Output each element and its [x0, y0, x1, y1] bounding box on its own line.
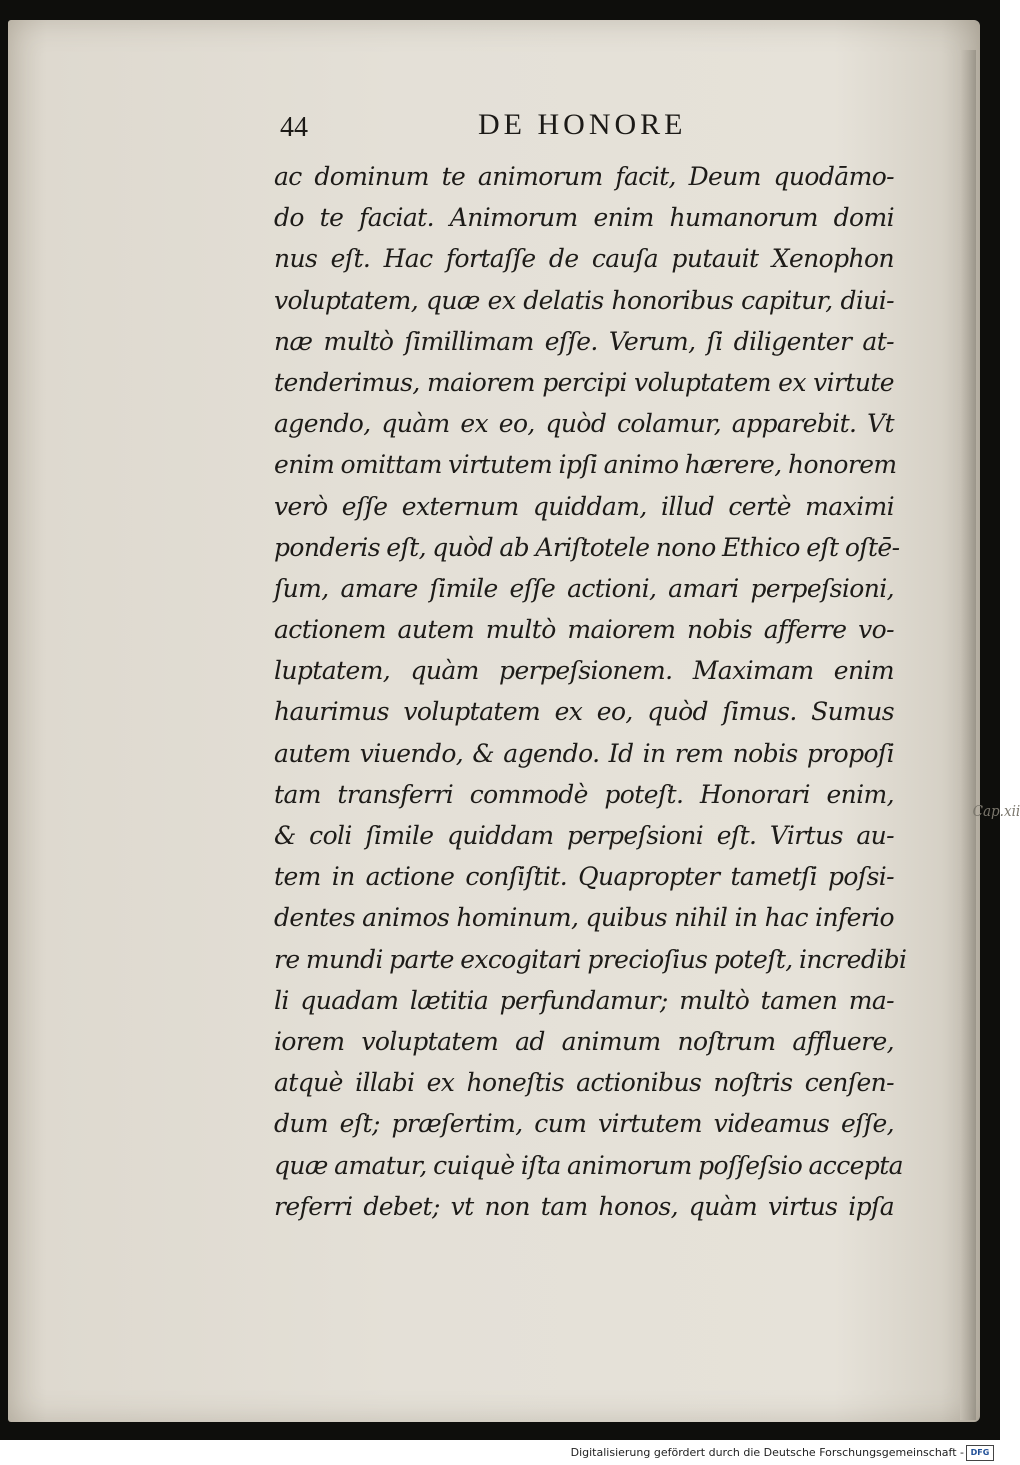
page-edge-shadow — [960, 50, 976, 1420]
text-line: li quadam lætitia perfundamur; multò tamen ma- — [274, 985, 894, 1015]
text-block — [274, 156, 907, 1227]
text-line: & coli ſimile quiddam perpeſsioni eſt. Virtus au- — [274, 821, 894, 850]
text-line: referri debet; vt non tam honos, quàm virtus ipſa — [274, 1191, 894, 1221]
text-line: dentes animos hominum, quibus nihil in hac inferio — [274, 903, 894, 933]
text-line: re mundi parte excogitari precioſius poteſt, incredibi — [274, 944, 907, 974]
running-head: DE HONORE — [478, 108, 687, 141]
text-line: næ multò ſimillimam eſſe. Verum, ſi diligenter at- — [274, 326, 894, 356]
text-line: agendo, quàm ex eo, quòd colamur, apparebit. Vt — [274, 409, 894, 439]
text-line: verò eſſe externum quiddam, illud certè maximi — [274, 491, 894, 521]
text-line: voluptatem, quæ ex delatis honoribus capitur, diui- — [274, 285, 894, 315]
text-line: luptatem, quàm perpeſsionem. Maximam enim — [274, 656, 894, 686]
text-line: iorem voluptatem ad animum noſtrum affluere, — [274, 1026, 894, 1056]
footer-bar — [0, 1440, 1000, 1465]
text-line: nus eſt. Hac fortaſſe de cauſa putauit Xenophon — [274, 244, 894, 274]
text-line: tam transferri commodè poteſt. Honorari enim, — [274, 779, 894, 809]
text-line: ſum, amare ſimile eſſe actioni, amari perpeſsioni, — [274, 573, 894, 603]
dfg-logo-icon: DFG — [966, 1445, 994, 1461]
text-line: tenderimus, maiorem percipi voluptatem ex virtute — [274, 367, 894, 397]
text-line: autem viuendo, & agendo. Id in rem nobis propoſi — [274, 738, 894, 768]
text-line: do te faciat. Animorum enim humanorum domi — [274, 203, 894, 233]
page-number: 44 — [280, 112, 308, 143]
text-line: tem in actione conſiſtit. Quapropter tametſi poſsi- — [274, 862, 894, 892]
text-line: ac dominum te animorum facit, Deum quodāmo- — [274, 162, 894, 191]
text-line: enim omittam virtutem ipſi animo hærere, honorem — [274, 450, 897, 480]
funding-credit: Digitalisierung gefördert durch die Deutsche Forschungsgemeinschaft - — [570, 1446, 964, 1459]
text-line: quæ amatur, cuiquè iſta animorum poſſeſsio accepta — [274, 1150, 903, 1180]
margin-note: Cap.xii — [972, 802, 1020, 820]
text-line: actionem autem multò maiorem nobis afferre vo- — [274, 615, 894, 645]
text-line: atquè illabi ex honeſtis actionibus noſtris cenſen- — [274, 1068, 894, 1098]
text-line: ponderis eſt, quòd ab Ariſtotele nono Ethico eſt oſtē- — [274, 532, 900, 562]
text-line: haurimus voluptatem ex eo, quòd ſimus. Sumus — [274, 697, 894, 727]
text-line: dum eſt; præſertim, cum virtutem videamus eſſe, — [274, 1109, 894, 1139]
